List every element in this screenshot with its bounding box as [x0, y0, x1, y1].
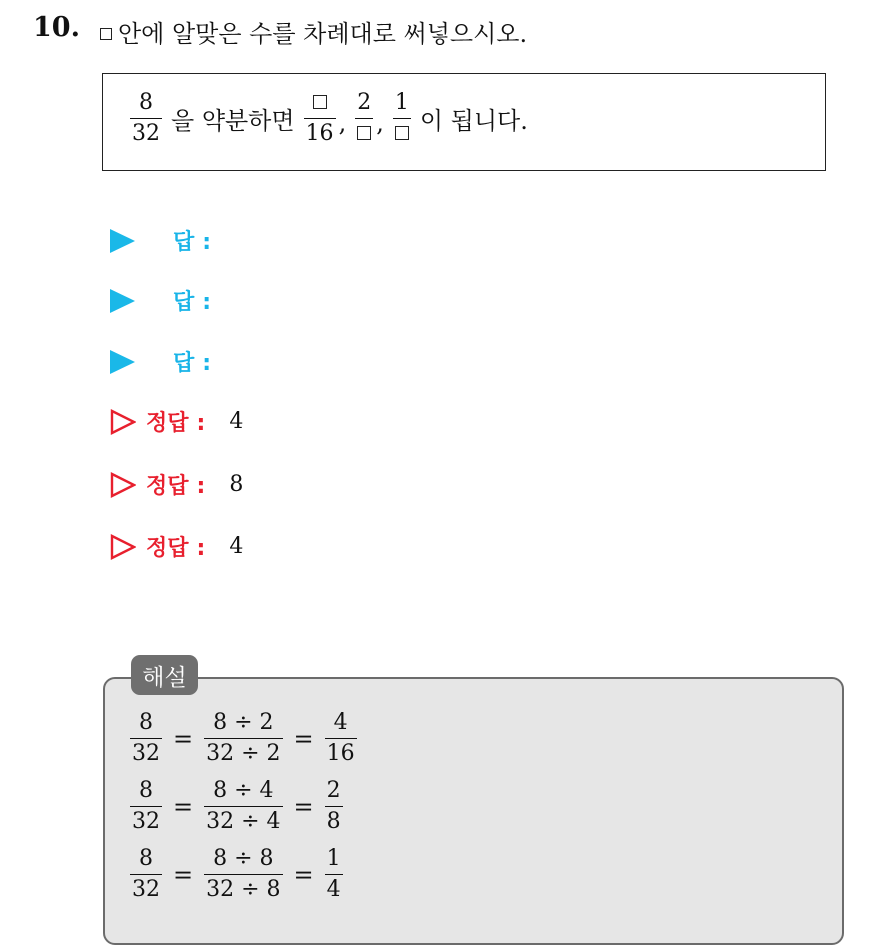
answer-label: 답 : — [173, 290, 212, 315]
correct-value: 8 — [229, 472, 244, 497]
question-number: 10. — [33, 12, 80, 43]
answer-row[interactable] — [110, 346, 211, 377]
comma: , — [376, 109, 384, 137]
answer-label: 답 : — [173, 351, 212, 376]
fraction-numerator: 4 — [333, 710, 348, 735]
question-instruction — [100, 14, 527, 49]
correct-label: 정답 : — [146, 411, 206, 436]
equals-sign: = — [173, 860, 194, 889]
answer-row[interactable] — [110, 225, 211, 256]
fraction-denominator: 8 — [325, 806, 343, 833]
triangle-right-icon — [110, 289, 135, 313]
fraction-denominator: 32 — [130, 874, 162, 901]
fraction-numerator: 8 — [139, 90, 153, 115]
fraction-numerator: 2 — [357, 90, 372, 115]
problem-box — [102, 73, 826, 171]
fraction-numerator: 1 — [326, 846, 341, 871]
fraction-numerator: 2 — [326, 778, 341, 803]
end-text: 이 됩니다. — [419, 107, 528, 135]
fraction-denominator: 4 — [325, 874, 343, 901]
solution-tag: 해설 — [131, 655, 198, 695]
equals-sign: = — [173, 792, 194, 821]
correct-answer-row — [110, 406, 243, 437]
fraction-numerator: 8 — [139, 778, 153, 803]
fraction-numerator: 8 ÷ 8 — [213, 846, 274, 871]
correct-label: 정답 : — [146, 474, 206, 499]
fraction-numerator: 8 ÷ 2 — [213, 710, 274, 735]
outline-triangle-right-icon — [110, 472, 136, 498]
solution-equation — [127, 848, 346, 901]
correct-value: 4 — [229, 534, 244, 559]
correct-answer-row — [110, 469, 243, 500]
comma: , — [338, 109, 347, 137]
instruction-text: 안에 알맞은 수를 차례대로 써넣으시오. — [118, 20, 528, 48]
fraction-numerator: 8 ÷ 4 — [213, 778, 274, 803]
correct-answer-row — [110, 531, 243, 562]
solution-equation — [127, 712, 360, 765]
fraction-numerator: 1 — [394, 90, 409, 115]
outline-triangle-right-icon — [110, 409, 136, 435]
fraction-blank-3 — [393, 92, 411, 145]
outline-triangle-right-icon — [110, 534, 136, 560]
triangle-right-icon — [110, 229, 135, 253]
fraction-denominator: 16 — [325, 738, 357, 765]
equals-sign: = — [293, 792, 314, 821]
reduce-text: 을 약분하면 — [171, 107, 295, 135]
answer-row[interactable] — [110, 285, 211, 316]
problem-statement — [127, 92, 534, 145]
fraction-denominator: 32 ÷ 2 — [204, 738, 282, 765]
fraction-blank-1 — [304, 92, 336, 145]
fraction-numerator: 8 — [139, 846, 153, 871]
blank-box-icon — [357, 126, 371, 140]
fraction-denominator: 32 — [130, 806, 162, 833]
blank-box-icon — [313, 95, 327, 109]
correct-value: 4 — [229, 409, 244, 434]
fraction-denominator: 32 ÷ 4 — [204, 806, 282, 833]
answer-label: 답 : — [173, 230, 212, 255]
fraction-denominator: 32 ÷ 8 — [204, 874, 282, 901]
fraction-blank-2 — [355, 92, 373, 145]
equals-sign: = — [173, 724, 194, 753]
equals-sign: = — [293, 860, 314, 889]
blank-box-icon — [100, 28, 112, 40]
triangle-right-icon — [110, 350, 135, 374]
equals-sign: = — [293, 724, 314, 753]
fraction-numerator: 8 — [139, 710, 153, 735]
fraction-denominator: 32 — [130, 118, 162, 145]
blank-box-icon — [395, 126, 409, 140]
fraction-main — [130, 92, 162, 145]
fraction-denominator: 16 — [304, 118, 336, 145]
correct-label: 정답 : — [146, 536, 206, 561]
fraction-denominator: 32 — [130, 738, 162, 765]
solution-equation — [127, 780, 346, 833]
